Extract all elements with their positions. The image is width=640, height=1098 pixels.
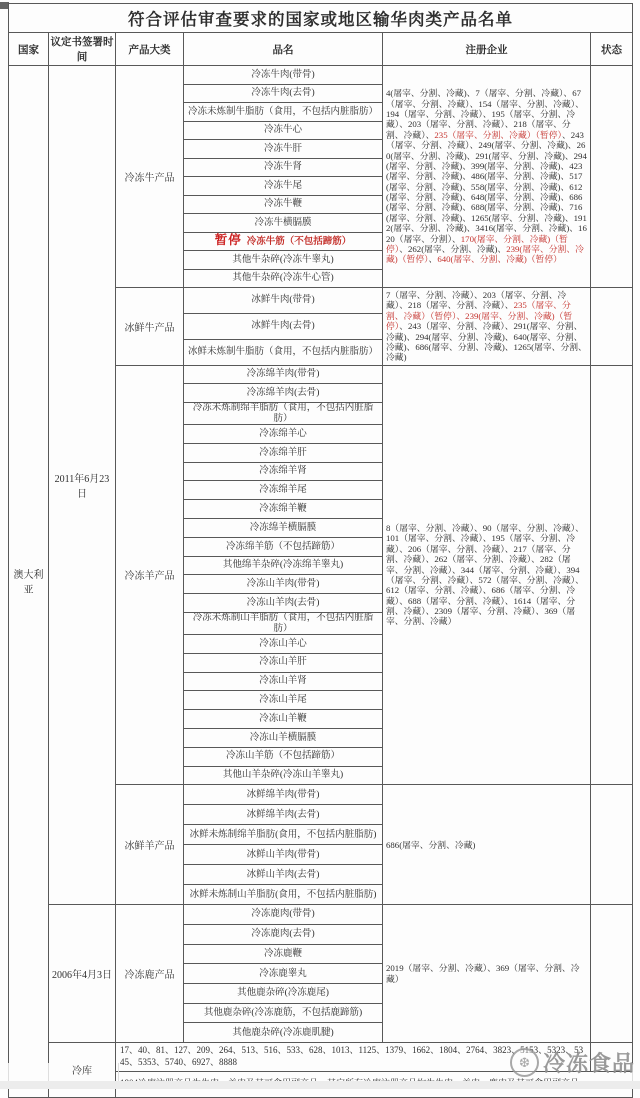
- enterprise-segment: 686(屠宰、分割、冷藏): [386, 839, 476, 850]
- enterprise-segment: 、: [428, 254, 438, 265]
- protocol-date-cell: 2006年4月3日: [49, 905, 116, 1043]
- product-name-cell: 冷冻山羊横膈膜: [184, 728, 383, 747]
- enterprise-segment: 4(屠宰、分割、冷藏)、7（屠宰、分割、冷藏）、67（屠宰、分割、冷藏）、154（屠宰、分割、冷藏）、194（屠宰、分割、冷藏）、195（屠宰、分割、冷藏）、203（屠宰、分割、冷藏）、218（屠宰、分割、冷藏）、: [386, 88, 584, 140]
- registered-enterprises-cell: [383, 66, 591, 288]
- product-name-cell: 冷冻绵羊尾: [184, 481, 383, 500]
- cold-storage-numbers-cell: 17、40、81、127、209、264、513、516、533、628、1013、1125、1379、1662、1804、2764、3823、5153、5323、5345、5353、5740、6927、8888: [116, 1043, 591, 1071]
- status-cell: [591, 785, 633, 905]
- product-name-cell: 其他绵羊杂碎(冷冻绵羊睾丸): [184, 556, 383, 575]
- product-name-cell: 冰鲜牛肉(带骨): [184, 288, 383, 314]
- header-protocol-date: 议定书签署时间: [49, 33, 116, 66]
- enterprise-suspended-segment: 235（屠宰、分割、冷藏）（暂停）: [434, 129, 562, 140]
- header-status: 状态: [591, 33, 633, 66]
- registered-enterprises-cell: [383, 365, 591, 785]
- product-name-cell: 冰鲜山羊肉(带骨): [184, 845, 383, 865]
- product-name-cell: 冷冻山羊心: [184, 634, 383, 653]
- watermark-text: 冷冻食品: [543, 1051, 636, 1076]
- product-name-cell: 冷冻牛横膈膜: [184, 214, 383, 233]
- product-name-cell: 冷冻绵羊肾: [184, 462, 383, 481]
- product-name-cell: 冰鲜绵羊肉(带骨): [184, 785, 383, 805]
- suspended-flag: 暂停: [214, 233, 242, 248]
- product-name-cell: 冷冻山羊肾: [184, 672, 383, 691]
- product-name-cell: 冰鲜未炼制绵羊脂肪(食用，不包括内脏脂肪): [184, 825, 383, 845]
- product-name-cell: 冷冻未炼制山羊脂肪（食用，不包括内脏脂肪）: [184, 613, 383, 635]
- product-category-cell: 冷冻鹿产品: [116, 905, 184, 1043]
- protocol-date-cell: 2011年6月23日: [49, 66, 116, 905]
- product-name-cell: 冷冻绵羊鞭: [184, 500, 383, 519]
- product-name-cell: 冰鲜绵羊肉(去骨): [184, 805, 383, 825]
- enterprise-suspended-segment: 170(屠宰、分割、冷藏)（暂停）: [386, 233, 568, 254]
- product-name-cell: 其他牛杂碎(冷冻牛睾丸): [184, 251, 383, 270]
- watermark: [510, 1047, 635, 1078]
- product-name-cell: 冷冻山羊鞭: [184, 710, 383, 729]
- product-name-cell: 冰鲜牛肉(去骨): [184, 313, 383, 339]
- meat-products-table: [8, 3, 636, 1098]
- ghost-grid-line: [118, 1063, 119, 1081]
- scan-bottom-band-artifact: [0, 1081, 640, 1089]
- product-name-cell: 冷冻未炼制牛脂肪（食用，不包括内脏脂肪）: [184, 103, 383, 122]
- cold-storage-label-cell: 冷库: [49, 1043, 116, 1097]
- product-name-cell: 冷冻山羊尾: [184, 691, 383, 710]
- registered-enterprises-cell: [383, 288, 591, 366]
- enterprise-segment: 2019（屠宰、分割、冷藏）、369（屠宰、分割、冷藏）: [386, 963, 580, 984]
- header-product-category: 产品大类: [116, 33, 184, 66]
- product-name-cell: [184, 232, 383, 251]
- product-name-cell: 冷冻牛肉(去骨): [184, 84, 383, 103]
- product-name-cell: 冷冻鹿肉(带骨): [184, 905, 383, 925]
- product-name-cell: 其他牛杂碎(冷冻牛心管): [184, 269, 383, 288]
- product-row: [9, 905, 633, 925]
- product-name-cell: 冷冻山羊肉(带骨): [184, 575, 383, 594]
- product-category-cell: 冰鲜羊产品: [116, 785, 184, 905]
- product-name-cell: 其他鹿杂碎(冷冻鹿筋，不包括鹿蹄筋): [184, 1003, 383, 1023]
- product-name-cell: 冷冻绵羊肝: [184, 443, 383, 462]
- product-name-cell: 冷冻山羊肝: [184, 653, 383, 672]
- product-name-cell: 冷冻鹿睾丸: [184, 964, 383, 984]
- product-name-cell: 冷冻绵羊筋（不包括蹄筋）: [184, 537, 383, 556]
- product-name-cell: 冷冻山羊肉(去骨): [184, 594, 383, 613]
- product-name-cell: 冷冻山羊筋（不包括蹄筋）: [184, 747, 383, 766]
- status-cell: [591, 365, 633, 785]
- page-title: 符合评估审查要求的国家或地区输华肉类产品名单: [9, 4, 633, 33]
- product-name-cell: 冷冻绵羊横膈膜: [184, 519, 383, 538]
- suspended-product-name: 冷冻牛筋（不包括蹄筋）: [246, 237, 352, 248]
- product-name-cell: 其他鹿杂碎(冷冻鹿肌腱): [184, 1023, 383, 1043]
- product-name-cell: 冷冻鹿鞭: [184, 944, 383, 964]
- product-name-cell: 冷冻绵羊心: [184, 425, 383, 444]
- product-name-cell: 冷冻牛尾: [184, 177, 383, 196]
- header-registered-enterprises: 注册企业: [383, 33, 591, 66]
- enterprise-suspended-segment: 640(屠宰、分割、冷藏)（暂停）: [437, 254, 562, 265]
- product-name-cell: 冰鲜山羊肉(去骨): [184, 865, 383, 885]
- product-category-cell: 冰鲜牛产品: [116, 288, 184, 366]
- enterprise-segment: 、243（屠宰、分割、冷藏）、291(屠宰、分割、冷藏)、294(屠宰、分割、冷藏)、640(屠宰、分割、冷藏)、686(屠宰、分割、冷藏)、1265(屠宰、分割、冷藏): [386, 321, 587, 363]
- product-category-cell: 冷冻羊产品: [116, 365, 184, 785]
- product-name-cell: 冷冻绵羊肉(带骨): [184, 365, 383, 384]
- product-name-cell: 冷冻牛肉(带骨): [184, 66, 383, 85]
- ghost-grid-line: [48, 1063, 49, 1081]
- enterprise-suspended-segment: 239(屠宰、分割、冷藏)（暂停）: [386, 243, 584, 265]
- snowflake-logo-icon: ❆: [510, 1048, 539, 1077]
- product-name-cell: 其他鹿杂碎(冷冻鹿尾): [184, 984, 383, 1004]
- enterprise-segment: 8（屠宰、分割、冷藏）、90（屠宰、分割、冷藏）、101（屠宰、分割、冷藏）、195（屠宰、分割、冷藏）、206（屠宰、分割、冷藏）、217（屠宰、分割、冷藏）、262（屠宰、分割、冷藏）、282（屠宰、分割、冷藏）、344（屠宰、分割、冷藏）、394（屠宰、分割、冷藏）、572（屠宰、分割、冷藏）、612（屠宰、分割、冷藏）、686（屠宰、分割、冷藏）、688（屠宰、分割、冷藏）、1614（屠宰、分割、冷藏）、2309（屠宰、分割、冷藏）、369（屠宰、分割、冷藏）: [386, 523, 584, 627]
- header-row: [9, 33, 633, 66]
- registered-enterprises-cell: [383, 785, 591, 905]
- product-name-cell: 冰鲜未炼制山羊脂肪(食用，不包括内脏脂肪): [184, 885, 383, 905]
- product-name-cell: 冷冻牛鞭: [184, 195, 383, 214]
- product-name-cell: 冷冻牛肾: [184, 158, 383, 177]
- status-cell: [591, 905, 633, 1043]
- product-name-cell: 冷冻未炼制绵羊脂肪（食用，不包括内脏脂肪）: [184, 403, 383, 425]
- header-product-name: 品名: [184, 33, 383, 66]
- status-cell: [591, 66, 633, 288]
- product-name-cell: 冷冻牛心: [184, 121, 383, 140]
- country-cell: 澳大利亚: [9, 66, 49, 1098]
- enterprise-segment: 7（屠宰、分割、冷藏）、203（屠宰、分割、冷藏）、218（屠宰、分割、冷藏）、: [386, 290, 567, 311]
- product-row: [9, 66, 633, 85]
- product-name-cell: 冰鲜未炼制牛脂肪（食用，不包括内脏脂肪）: [184, 339, 383, 365]
- header-country: 国家: [9, 33, 49, 66]
- registered-enterprises-cell: [383, 905, 591, 1043]
- product-name-cell: 冷冻牛肝: [184, 140, 383, 159]
- enterprise-segment: 、243（屠宰、分割、冷藏）、249(屠宰、分割、冷藏)、260(屠宰、分割、冷藏)、291(屠宰、分割、冷藏)、294(屠宰、分割、冷藏)、399(屠宰、分割、冷藏)、423(屠宰、分割、冷藏)、486(屠宰、分割、冷藏)、517(屠宰、分割、冷藏)、558(屠宰、分割、冷藏)、612(屠宰、分割、冷藏)、648(屠宰、分割、冷藏)、686(屠宰、分割、冷藏)、688(屠宰、分割、冷藏)、716(屠宰、分割、冷藏)、1265(屠宰、分割、冷藏)、1912(屠宰、分割、冷藏)、3416(屠宰、分割、冷藏)、1620（屠宰、分割）、: [386, 129, 587, 244]
- product-name-cell: 其他山羊杂碎(冷冻山羊睾丸): [184, 766, 383, 785]
- status-cell: [591, 288, 633, 366]
- enterprise-segment: 、262(屠宰、分割、冷藏)、: [399, 243, 507, 254]
- product-name-cell: 冷冻鹿肉(去骨): [184, 925, 383, 945]
- product-category-cell: 冷冻牛产品: [116, 66, 184, 288]
- title-row: [9, 4, 633, 33]
- enterprise-suspended-segment: 235（屠宰、分割、冷藏）（暂停）、239(屠宰、分割、冷藏)（暂停）: [386, 300, 573, 332]
- product-name-cell: 冷冻绵羊肉(去骨): [184, 384, 383, 403]
